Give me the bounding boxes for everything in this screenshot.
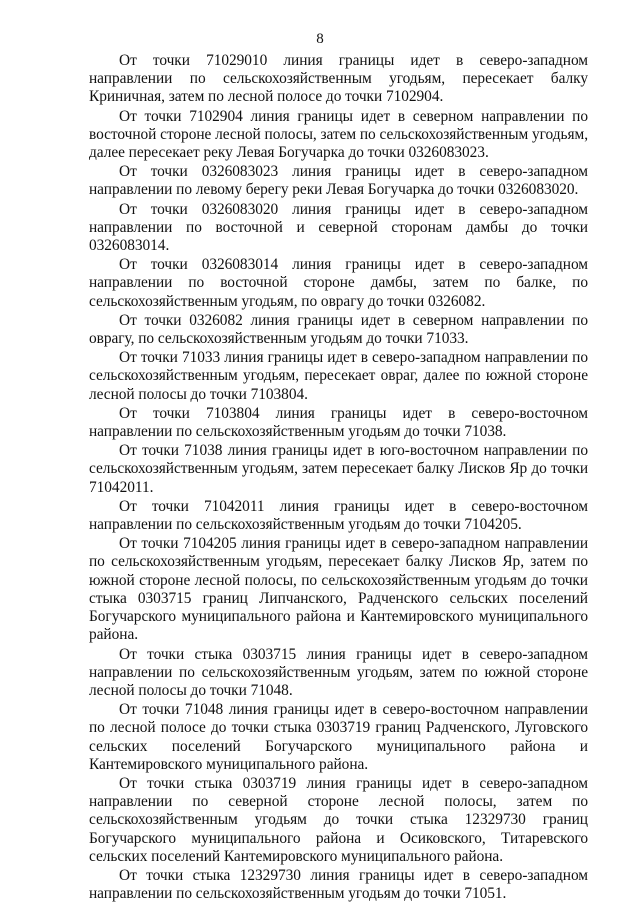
paragraph: От точки 0326083023 линия границы идет в северо-западном направлении по левому берегу реки Левая Богучарка до точки 0326083020. (89, 163, 588, 199)
document-body (89, 52, 588, 904)
paragraph: От точки 71029010 линия границы идет в северо-западном направлении по сельскохозяйственным угодьям, пересекает балку Криничная, затем по лесной полосе до точки 7102904. (89, 52, 588, 106)
paragraph: От точки 7103804 линия границы идет в северо-восточном направлении по сельскохозяйственным угодьям до точки 71038. (89, 404, 588, 441)
paragraph: От точки стыка 0303719 линия границы идет в северо-западном направлении по северной стороне лесной полосы, затем по сельскохозяйственным угодьям до точки стыка 12329730 границ Богучарского муниципального района и Осиковского, Титаревского сельских поселений Кантемировского муниципального района. (89, 774, 588, 865)
paragraph: От точки 71048 линия границы идет в северо-восточном направлении по лесной полосе до точки стыка 0303719 границ Радченского, Луговского сельских поселений Богучарского муниципального района и Кантемировского муниципального района. (89, 701, 588, 773)
paragraph: От точки 71038 линия границы идет в юго-восточном направлении по сельскохозяйственным угодьям, затем пересекает балку Лисков Яр до точки 71042011. (89, 442, 588, 496)
paragraph: От точки стыка 0303715 линия границы идет в северо-западном направлении по сельскохозяйственным угодьям, затем по южной стороне лесной полосы до точки 71048. (89, 645, 588, 699)
paragraph: От точки 0326083014 линия границы идет в северо-западном направлении по восточной стороне дамбы, затем по балке, по сельскохозяйственным угодьям, по оврагу до точки 0326082. (89, 256, 588, 310)
page-number: 8 (316, 31, 324, 47)
paragraph: От точки 71033 линия границы идет в северо-западном направлении по сельскохозяйственным угодьям, пересекает овраг, далее по южной стороне лесной полосы до точки 7103804. (89, 349, 588, 403)
paragraph: От точки 7102904 линия границы идет в северном направлении по восточной стороне лесной полосы, затем по сельскохозяйственным угодьям, далее пересекает реку Левая Богучарка до точки 0326083023. (89, 107, 588, 162)
paragraph: От точки 7104205 линия границы идет в северо-западном направлении по сельскохозяйственным угодьям, пересекает балку Лисков Яр, затем по южной стороне лесной полосы, по сельскохозяйственным угодьям до точки стыка 0303715 границ Липчанского, Радченского сельских поселений Богучарского муниципального района и Кантемировского муниципального района. (89, 535, 588, 644)
paragraph: От точки 0326083020 линия границы идет в северо-западном направлении по восточной и северной сторонам дамбы до точки 0326083014. (89, 200, 588, 255)
paragraph: От точки 0326082 линия границы идет в северном направлении по оврагу, по сельскохозяйственным угодьям до точки 71033. (89, 311, 588, 348)
paragraph: От точки стыка 12329730 линия границы идет в северо-западном направлении по сельскохозяйственным угодьям до точки 71051. (89, 866, 588, 903)
paragraph: От точки 71042011 линия границы идет в северо-восточном направлении по сельскохозяйственным угодьям до точки 7104205. (89, 497, 588, 534)
